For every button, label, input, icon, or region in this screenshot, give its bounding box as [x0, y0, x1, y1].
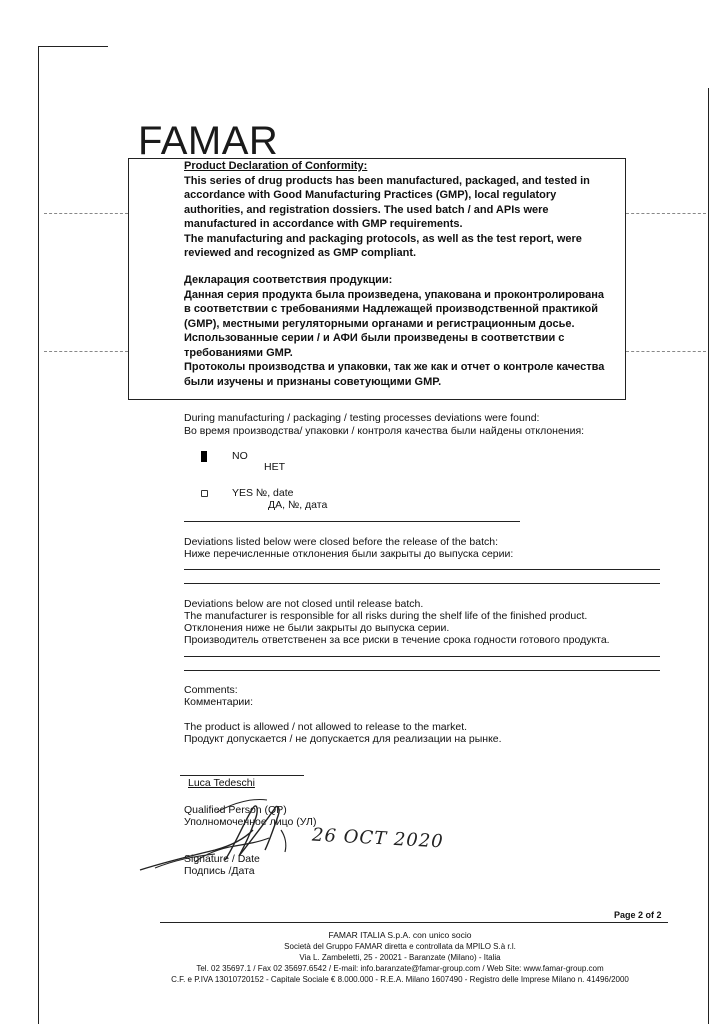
- declaration-en: [184, 159, 625, 261]
- page-frame-top: [38, 46, 108, 47]
- footer-registry: C.F. e P.IVA 13010720152 - Capitale Sociale € 8.000.000 - R.E.A. Milano 1607490 - Registro delle Imprese Milano n. 41496/2000: [171, 975, 629, 984]
- declaration-line: Использованные серии / и АФИ были произведены в соответствии с: [184, 332, 565, 344]
- qp-label-en: Qualified Person (QP): [184, 804, 287, 816]
- declaration-line: accordance with Good Manufacturing Practices (GMP), local regulatory: [184, 189, 557, 201]
- qp-label-ru: Уполномоченное лицо (УЛ): [184, 816, 317, 828]
- declaration-line: (GMP), местными регуляторными органами и регистрационным досье.: [184, 317, 575, 330]
- page-frame-left: [38, 46, 39, 1024]
- scan-artifact: [44, 351, 128, 352]
- closed-fill-line: [184, 569, 660, 570]
- scan-artifact: [626, 351, 706, 352]
- scan-artifact: [44, 213, 128, 214]
- deviations-question-ru: Во время производства/ упаковки / контроля качества были найдены отклонения:: [184, 425, 585, 437]
- declaration-line: authorities, and registration dossiers. The used batch / and APIs were: [184, 203, 549, 216]
- page-frame-right: [708, 88, 709, 1024]
- declaration-line: reviewed and recognized as GMP compliant.: [184, 247, 417, 259]
- comments-label-ru: Комментарии:: [184, 696, 254, 708]
- declaration-line: manufactured in accordance with GMP requirements.: [184, 218, 463, 230]
- page-number: Page 2 of 2: [614, 910, 662, 920]
- closed-fill-line: [184, 583, 660, 584]
- open-fill-line: [184, 670, 660, 671]
- no-label-ru: НЕТ: [264, 461, 285, 473]
- declaration-line: This series of drug products has been manufactured, packaged, and tested in: [184, 174, 590, 187]
- declaration-line: Данная серия продукта была произведена, упакована и проконтролирована: [184, 288, 605, 301]
- comments-label-en: Comments:: [184, 684, 238, 696]
- yes-label-en: YES №, date: [232, 487, 294, 499]
- yes-label-ru: ДА, №, дата: [268, 499, 328, 511]
- name-line: [180, 775, 304, 776]
- declaration-line: требованиями GMP.: [184, 346, 293, 359]
- handwritten-date: 26 OCT 2020: [311, 824, 445, 853]
- declaration-ru: [184, 273, 625, 389]
- footer-company: FAMAR ITALIA S.p.A. con unico socio: [328, 930, 472, 940]
- no-checkbox[interactable]: [201, 451, 207, 462]
- famar-logo: FAMAR: [138, 119, 279, 163]
- no-label-en: NO: [232, 450, 248, 462]
- qualified-person-name: Luca Tedeschi: [188, 777, 255, 789]
- open-fill-line: [184, 656, 660, 657]
- declaration-box: [128, 158, 626, 400]
- responsible-ru: Производитель ответственен за все риски в течение срока годности готового продукта.: [184, 634, 610, 646]
- declaration-line: Протоколы производства и упаковки, так же как и отчет о контроле качества: [184, 361, 605, 373]
- closed-deviations-en: Deviations listed below were closed before the release of the batch:: [184, 536, 499, 548]
- footer-address: Via L. Zambeletti, 25 - 20021 - Baranzate (Milano) - Italia: [299, 953, 501, 962]
- deviations-question-en: During manufacturing / packaging / testing processes deviations were found:: [184, 412, 540, 424]
- signature-label-en: Signature / Date: [184, 853, 260, 865]
- footer-group: Società del Gruppo FAMAR diretta e controllata da MPILO S.à r.l.: [284, 942, 516, 951]
- yes-fill-line: [184, 521, 520, 522]
- declaration-line: The manufacturing and packaging protocols, as well as the test report, were: [184, 232, 582, 245]
- declaration-line: в соответствии с требованиями Надлежащей производственной практикой: [184, 303, 598, 315]
- signature-label-ru: Подпись /Дата: [184, 865, 255, 877]
- handwritten-signature: [135, 790, 315, 880]
- footer-rule: [160, 922, 668, 923]
- scan-artifact: [626, 213, 706, 214]
- declaration-en-title: Product Declaration of Conformity:: [184, 160, 368, 172]
- open-deviations-ru: Отклонения ниже не были закрыты до выпуска серии.: [184, 622, 450, 634]
- open-deviations-en: Deviations below are not closed until release batch.: [184, 598, 424, 610]
- release-ru: Продукт допускается / не допускается для реализации на рынке.: [184, 733, 502, 745]
- closed-deviations-ru: Ниже перечисленные отклонения были закрыты до выпуска серии:: [184, 548, 514, 560]
- declaration-line: были изучены и признаны советующими GMP.: [184, 375, 442, 388]
- yes-checkbox[interactable]: [201, 490, 208, 497]
- release-en: The product is allowed / not allowed to release to the market.: [184, 721, 468, 733]
- declaration-ru-title: Декларация соответствия продукции:: [184, 274, 393, 286]
- responsible-en: The manufacturer is responsible for all risks during the shelf life of the finished product.: [184, 610, 588, 622]
- footer-contacts: Tel. 02 35697.1 / Fax 02 35697.6542 / E-mail: info.baranzate@famar-group.com / Web Site: www.famar-group.com: [196, 964, 604, 973]
